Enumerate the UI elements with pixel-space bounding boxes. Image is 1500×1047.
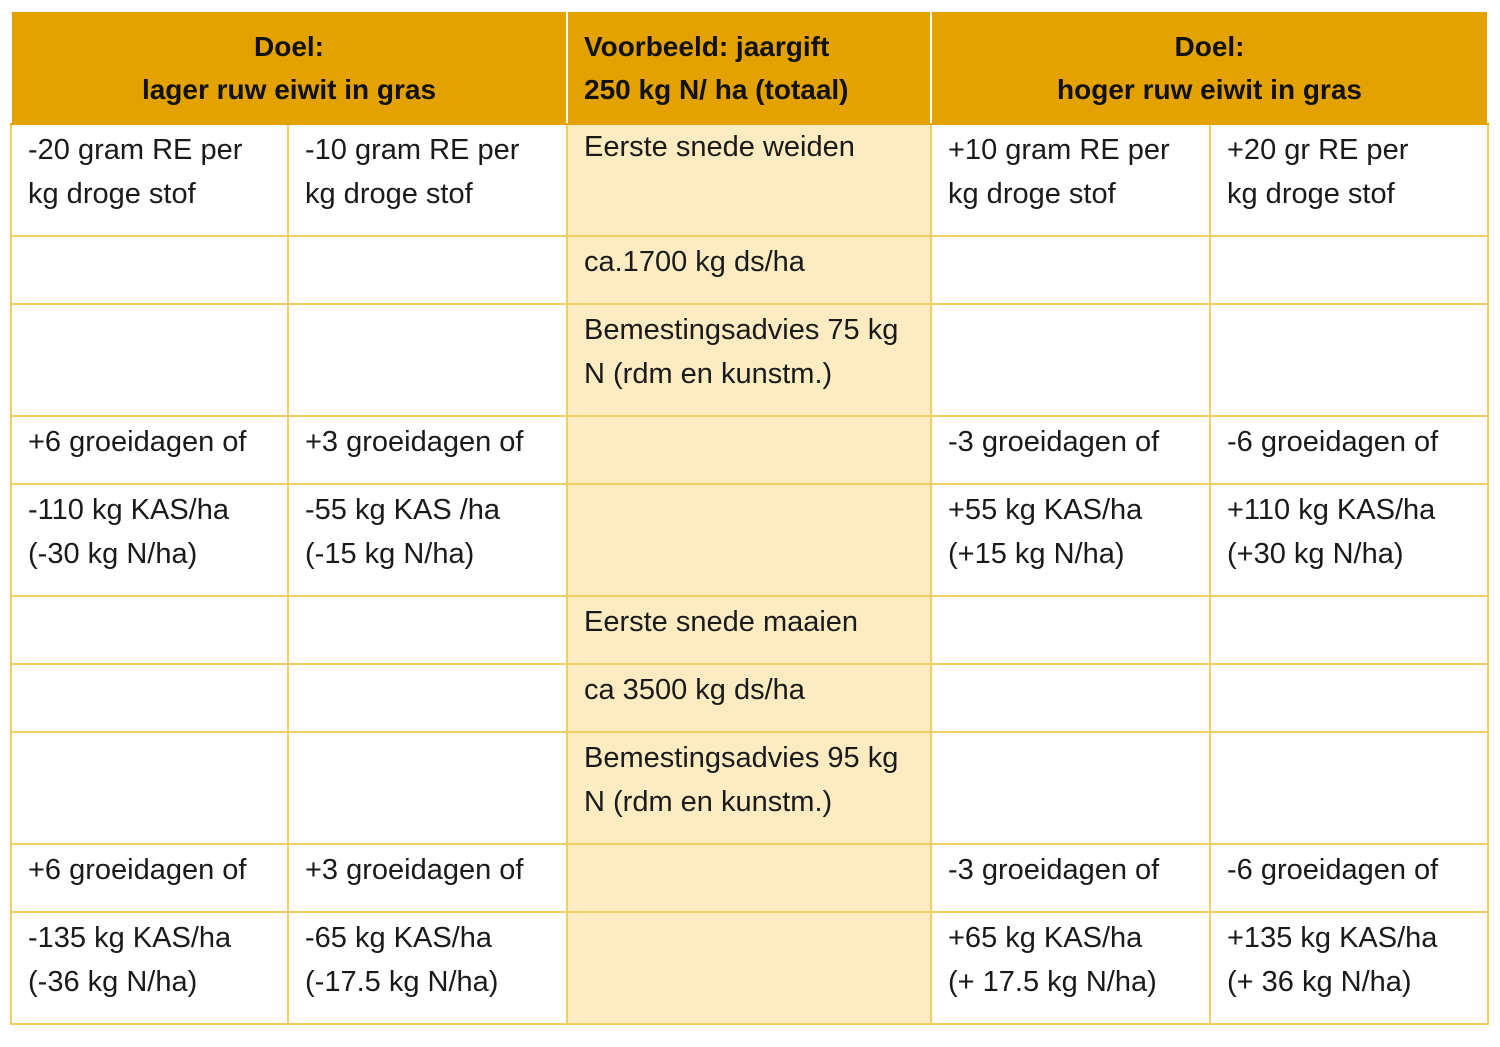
table-cell bbox=[931, 912, 1210, 1024]
cell-line: +55 kg KAS/ha bbox=[948, 494, 1143, 526]
table-cell bbox=[1210, 596, 1488, 664]
cell-line: -110 kg KAS/ha bbox=[28, 494, 229, 526]
table-cell bbox=[1210, 912, 1488, 1024]
header-right-line-2: hoger ruw eiwit in gras bbox=[1057, 73, 1362, 105]
table-cell-example bbox=[567, 236, 931, 304]
header-middle-line-2: 250 kg N/ ha (totaal) bbox=[584, 73, 849, 105]
cell-line: -3 groeidagen of bbox=[948, 426, 1160, 458]
cell-line: -6 groeidagen of bbox=[1227, 854, 1439, 886]
cell-line: (-30 kg N/ha) bbox=[28, 538, 198, 570]
cell-line: -10 gram RE per bbox=[305, 134, 520, 166]
cell-line: kg droge stof bbox=[305, 178, 473, 210]
table-cell-example bbox=[567, 596, 931, 664]
table-cell bbox=[288, 236, 567, 304]
header-row bbox=[11, 11, 1488, 124]
table-cell bbox=[288, 124, 567, 236]
table-cell bbox=[11, 912, 288, 1024]
cell-line: kg droge stof bbox=[1227, 178, 1395, 210]
cell-line: (-17.5 kg N/ha) bbox=[305, 966, 499, 998]
table-row bbox=[11, 912, 1488, 1024]
cell-line: +6 groeidagen of bbox=[28, 426, 247, 458]
table-row bbox=[11, 596, 1488, 664]
cell-line: (-36 kg N/ha) bbox=[28, 966, 198, 998]
table-cell bbox=[11, 304, 288, 416]
cell-line: ca.1700 kg ds/ha bbox=[584, 246, 805, 278]
cell-line: +3 groeidagen of bbox=[305, 854, 524, 886]
table-cell-example bbox=[567, 304, 931, 416]
fertilization-table bbox=[10, 10, 1489, 1025]
table-cell bbox=[11, 124, 288, 236]
table-cell bbox=[11, 484, 288, 596]
header-right bbox=[931, 11, 1488, 124]
table-cell bbox=[931, 124, 1210, 236]
cell-line: kg droge stof bbox=[28, 178, 196, 210]
cell-line: ca 3500 kg ds/ha bbox=[584, 674, 805, 706]
table-cell bbox=[288, 732, 567, 844]
table-row bbox=[11, 416, 1488, 484]
cell-line: N (rdm en kunstm.) bbox=[584, 358, 833, 390]
cell-line: kg droge stof bbox=[948, 178, 1116, 210]
table-cell-example bbox=[567, 416, 931, 484]
table-row bbox=[11, 732, 1488, 844]
table-row bbox=[11, 484, 1488, 596]
table-cell bbox=[11, 596, 288, 664]
table-cell-example bbox=[567, 732, 931, 844]
cell-line: +110 kg KAS/ha bbox=[1227, 494, 1436, 526]
table-cell bbox=[1210, 484, 1488, 596]
table-cell bbox=[1210, 664, 1488, 732]
table-cell bbox=[1210, 416, 1488, 484]
cell-line: -20 gram RE per bbox=[28, 134, 243, 166]
table-cell bbox=[11, 236, 288, 304]
cell-line: -65 kg KAS/ha bbox=[305, 922, 492, 954]
table-cell bbox=[931, 236, 1210, 304]
table-cell bbox=[11, 844, 288, 912]
cell-line: (+30 kg N/ha) bbox=[1227, 538, 1404, 570]
cell-line: (-15 kg N/ha) bbox=[305, 538, 475, 570]
table-cell-example bbox=[567, 844, 931, 912]
table-cell bbox=[931, 304, 1210, 416]
table-cell bbox=[11, 664, 288, 732]
table-row bbox=[11, 844, 1488, 912]
table-cell-example bbox=[567, 484, 931, 596]
table-cell-example bbox=[567, 124, 931, 236]
cell-line: N (rdm en kunstm.) bbox=[584, 786, 833, 818]
table-cell bbox=[931, 416, 1210, 484]
cell-line: Bemestingsadvies 75 kg bbox=[584, 314, 899, 346]
cell-line: Bemestingsadvies 95 kg bbox=[584, 742, 899, 774]
cell-line: +135 kg KAS/ha bbox=[1227, 922, 1438, 954]
table-row bbox=[11, 664, 1488, 732]
table-row bbox=[11, 124, 1488, 236]
cell-line: +10 gram RE per bbox=[948, 134, 1170, 166]
table-cell bbox=[1210, 844, 1488, 912]
header-left-line-1: Doel: bbox=[254, 30, 324, 62]
cell-line: -3 groeidagen of bbox=[948, 854, 1160, 886]
table-cell bbox=[1210, 236, 1488, 304]
cell-line: Eerste snede weiden bbox=[584, 131, 855, 163]
cell-line: -6 groeidagen of bbox=[1227, 426, 1439, 458]
table-cell bbox=[288, 664, 567, 732]
cell-line: -55 kg KAS /ha bbox=[305, 494, 501, 526]
table-cell bbox=[931, 664, 1210, 732]
cell-line: (+ 36 kg N/ha) bbox=[1227, 966, 1412, 998]
table-cell bbox=[288, 304, 567, 416]
table-cell bbox=[931, 596, 1210, 664]
cell-line: (+ 17.5 kg N/ha) bbox=[948, 966, 1157, 998]
table-cell-example bbox=[567, 664, 931, 732]
table-cell bbox=[11, 416, 288, 484]
table-cell bbox=[288, 844, 567, 912]
table-cell bbox=[288, 596, 567, 664]
table-cell-example bbox=[567, 912, 931, 1024]
table-cell bbox=[931, 844, 1210, 912]
table-cell bbox=[288, 912, 567, 1024]
header-left bbox=[11, 11, 567, 124]
cell-line: +6 groeidagen of bbox=[28, 854, 247, 886]
table-cell bbox=[931, 732, 1210, 844]
table-row bbox=[11, 304, 1488, 416]
cell-line: Eerste snede maaien bbox=[584, 606, 859, 638]
cell-line: +65 kg KAS/ha bbox=[948, 922, 1143, 954]
header-right-line-1: Doel: bbox=[1174, 30, 1245, 62]
table-row bbox=[11, 236, 1488, 304]
cell-line: +3 groeidagen of bbox=[305, 426, 524, 458]
cell-line: +20 gr RE per bbox=[1227, 134, 1409, 166]
table-cell bbox=[288, 416, 567, 484]
table-cell bbox=[1210, 732, 1488, 844]
header-middle-line-1: Voorbeeld: jaargift bbox=[584, 30, 830, 62]
table-cell bbox=[931, 484, 1210, 596]
table-cell bbox=[288, 484, 567, 596]
table-cell bbox=[1210, 124, 1488, 236]
cell-line: (+15 kg N/ha) bbox=[948, 538, 1125, 570]
header-middle bbox=[567, 11, 931, 124]
header-left-line-2: lager ruw eiwit in gras bbox=[141, 73, 437, 105]
cell-line: -135 kg KAS/ha bbox=[28, 922, 232, 954]
table-cell bbox=[1210, 304, 1488, 416]
table-cell bbox=[11, 732, 288, 844]
